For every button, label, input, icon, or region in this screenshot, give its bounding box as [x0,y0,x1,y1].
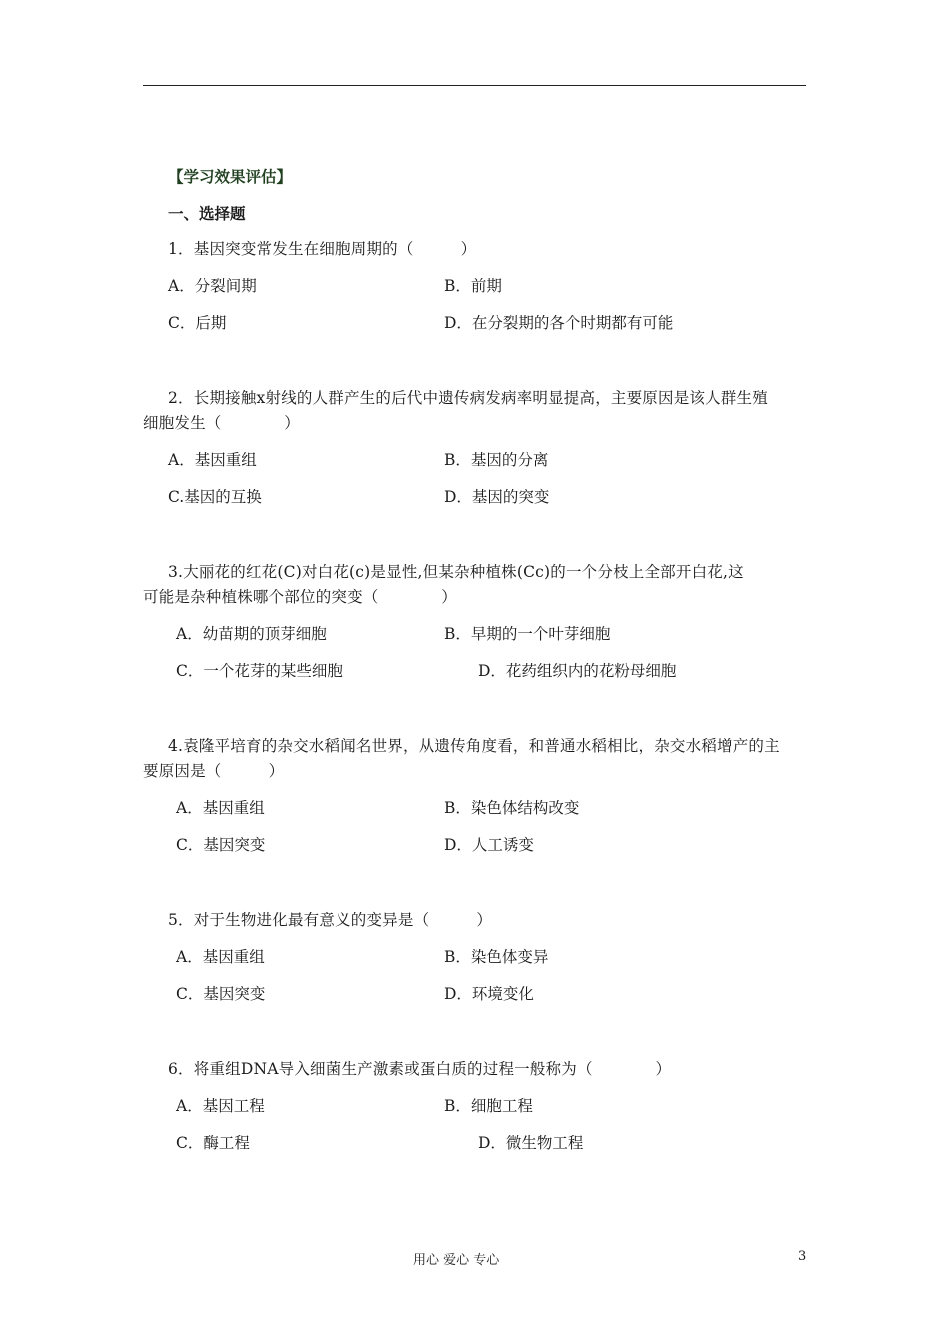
question-2-option-c: C.基因的互换 [168,488,262,506]
question-6-option-c: C．酶工程 [176,1134,250,1152]
question-6-option-d: D．微生物工程 [478,1134,584,1152]
footer-slogan: 用心 爱心 专心 [413,1253,500,1268]
question-3-stem-line-2: 可能是杂种植株哪个部位的突变（ ） [143,588,458,606]
question-3-stem-line-1: 3.大丽花的红花(C)对白花(c)是显性,但某杂种植株(Cc)的一个分枝上全部开白花,这 [168,563,744,581]
question-2-stem-line-2: 细胞发生（ ） [143,414,301,432]
question-6-stem: 6．将重组DNA导入细菌生产激素或蛋白质的过程一般称为（ ） [168,1060,672,1078]
question-2-option-a: A．基因重组 [168,451,257,469]
question-2-option-b: B．基因的分离 [444,451,549,469]
question-3-option-a: A．幼苗期的顶芽细胞 [176,625,327,643]
question-3-option-d: D．花药组织内的花粉母细胞 [478,662,677,680]
question-1-option-c: C．后期 [168,314,227,332]
question-5-option-d: D．环境变化 [444,985,534,1003]
question-1-option-a: A．分裂间期 [168,277,257,295]
page-number: 3 [798,1249,807,1264]
question-3-option-b: B．早期的一个叶芽细胞 [444,625,611,643]
question-5-option-a: A．基因重组 [176,948,265,966]
question-1-option-d: D．在分裂期的各个时期都有可能 [444,314,674,332]
question-5-option-c: C．基因突变 [176,985,266,1003]
question-2-option-d: D．基因的突变 [444,488,550,506]
question-2-stem-line-1: 2．长期接触x射线的人群产生的后代中遗传病发病率明显提高，主要原因是该人群生殖 [168,389,768,407]
question-1-stem: 1．基因突变常发生在细胞周期的（ ） [168,240,477,258]
question-4-stem-line-1: 4.袁隆平培育的杂交水稻闻名世界，从遗传角度看，和普通水稻相比，杂交水稻增产的主 [168,737,780,755]
question-4-option-d: D．人工诱变 [444,836,534,854]
header-rule [143,85,806,86]
question-4-option-a: A．基因重组 [176,799,265,817]
question-6-option-a: A．基因工程 [176,1097,265,1115]
section-title: 【学习效果评估】 [168,168,293,186]
question-5-option-b: B．染色体变异 [444,948,549,966]
sub-title: 一、选择题 [168,205,246,223]
question-1-option-b: B．前期 [444,277,502,295]
question-6-option-b: B．细胞工程 [444,1097,533,1115]
question-5-stem: 5．对于生物进化最有意义的变异是（ ） [168,911,493,929]
question-4-option-b: B．染色体结构改变 [444,799,580,817]
question-3-option-c: C．一个花芽的某些细胞 [176,662,343,680]
question-4-option-c: C．基因突变 [176,836,266,854]
question-4-stem-line-2: 要原因是（ ） [143,762,285,780]
